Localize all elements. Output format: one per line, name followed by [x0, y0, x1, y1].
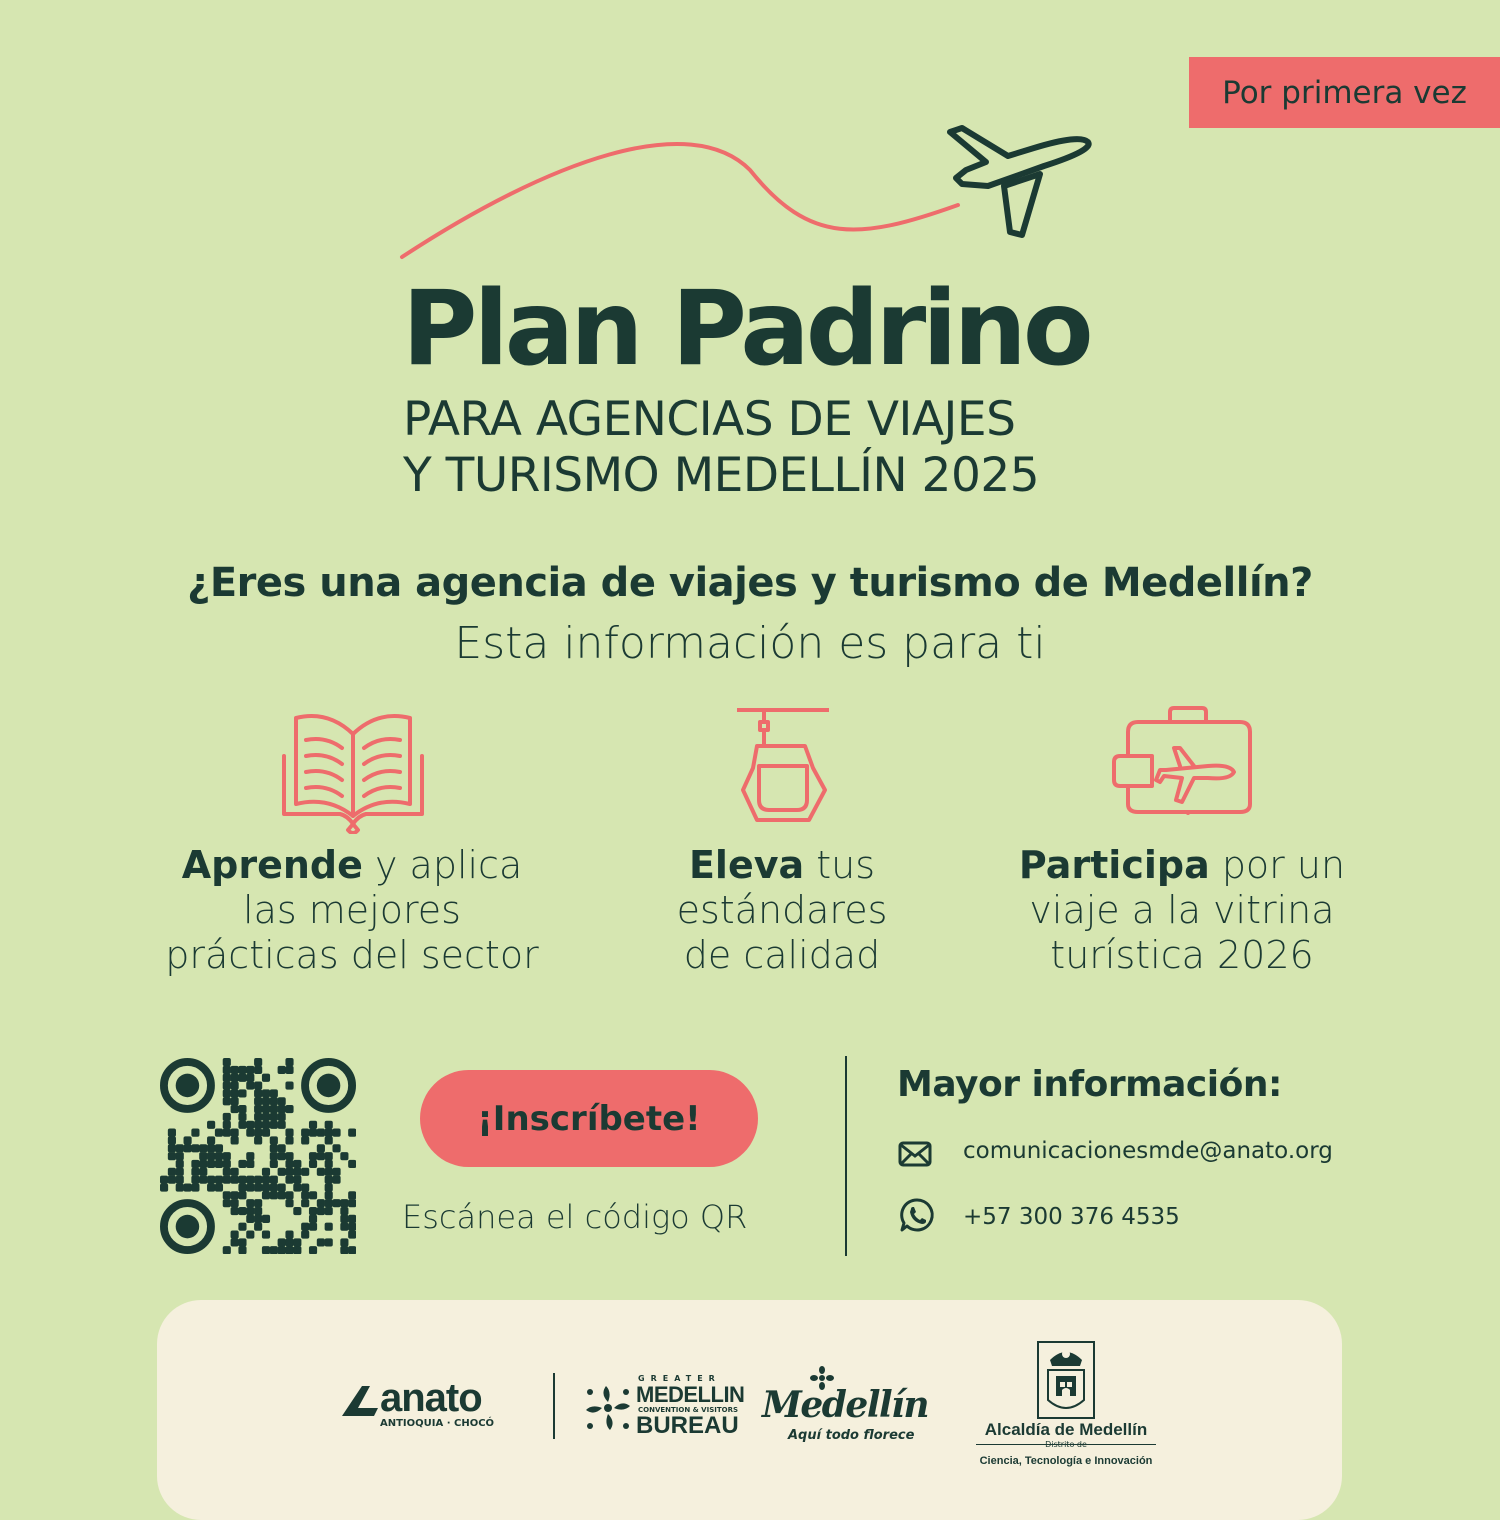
qr-module: [223, 1097, 231, 1105]
qr-module: [160, 1176, 168, 1184]
qr-module: [270, 1089, 278, 1097]
qr-module: [340, 1223, 348, 1231]
qr-module: [176, 1168, 184, 1176]
qr-module: [270, 1121, 278, 1129]
qr-module: [278, 1152, 286, 1160]
qr-module: [309, 1121, 317, 1129]
qr-module: [215, 1176, 223, 1184]
qr-module: [223, 1066, 231, 1074]
qr-module: [207, 1136, 215, 1144]
qr-module: [254, 1089, 262, 1097]
qr-module: [270, 1136, 278, 1144]
qr-module: [270, 1113, 278, 1121]
qr-module: [231, 1074, 239, 1082]
qr-module: [325, 1160, 333, 1168]
qr-module: [278, 1113, 286, 1121]
qr-module: [309, 1215, 317, 1223]
qr-module: [223, 1152, 231, 1160]
qr-module: [278, 1183, 286, 1191]
qr-code[interactable]: [160, 1058, 356, 1254]
qr-module: [238, 1207, 246, 1215]
qr-module: [325, 1191, 333, 1199]
qr-module: [238, 1191, 246, 1199]
qr-module: [199, 1168, 207, 1176]
medellin-name: Medellín: [762, 1384, 929, 1426]
qr-module: [325, 1183, 333, 1191]
qr-module: [340, 1238, 348, 1246]
qr-module: [262, 1191, 270, 1199]
qr-module: [262, 1246, 270, 1254]
qr-module: [270, 1097, 278, 1105]
qr-module: [348, 1160, 356, 1168]
qr-module: [270, 1183, 278, 1191]
qr-module: [270, 1246, 278, 1254]
qr-module: [231, 1230, 239, 1238]
qr-module: [278, 1246, 286, 1254]
alcaldia-district: Distrito de: [1045, 1440, 1087, 1449]
qr-module: [278, 1238, 286, 1246]
qr-module: [191, 1183, 199, 1191]
qr-module: [168, 1129, 176, 1137]
qr-module: [278, 1191, 286, 1199]
qr-module: [223, 1176, 231, 1184]
qr-module: [340, 1207, 348, 1215]
airplane-path-illustration: [390, 120, 1110, 265]
qr-module: [285, 1199, 293, 1207]
logo-divider: [553, 1373, 555, 1439]
qr-module: [215, 1160, 223, 1168]
bureau-flower-icon: [580, 1380, 636, 1436]
qr-module: [325, 1199, 333, 1207]
bureau-name: MEDELLIN: [636, 1382, 745, 1407]
qr-module: [262, 1074, 270, 1082]
qr-module: [246, 1152, 254, 1160]
qr-module: [325, 1238, 333, 1246]
qr-module: [317, 1152, 325, 1160]
qr-module: [238, 1089, 246, 1097]
qr-module: [262, 1176, 270, 1184]
qr-module: [301, 1129, 309, 1137]
qr-module: [254, 1223, 262, 1231]
qr-module: [231, 1176, 239, 1184]
qr-module: [199, 1152, 207, 1160]
qr-module: [317, 1207, 325, 1215]
qr-module: [238, 1160, 246, 1168]
qr-module: [348, 1215, 356, 1223]
benefit-participate-line: turística 2026: [1050, 933, 1314, 977]
qr-module: [168, 1144, 176, 1152]
subtitle-line: Y TURISMO MEDELLÍN 2025: [403, 448, 1040, 503]
register-button[interactable]: ¡Inscríbete!: [420, 1070, 758, 1167]
qr-module: [325, 1136, 333, 1144]
qr-module: [223, 1113, 231, 1121]
qr-module: [293, 1238, 301, 1246]
qr-module: [340, 1215, 348, 1223]
qr-module: [285, 1160, 293, 1168]
benefit-participate-line: viaje a la vitrina: [1029, 888, 1335, 932]
qr-module: [246, 1199, 254, 1207]
qr-module: [191, 1168, 199, 1176]
qr-module: [309, 1160, 317, 1168]
qr-module: [231, 1066, 239, 1074]
benefit-elevate-line: estándares: [676, 888, 888, 932]
benefit-elevate-line: de calidad: [683, 933, 881, 977]
bureau-top: GREATER: [638, 1374, 721, 1383]
qr-module: [215, 1183, 223, 1191]
anato-mark-icon: [340, 1382, 380, 1418]
qr-module: [246, 1066, 254, 1074]
mail-icon: [898, 1140, 932, 1168]
benefit-elevate: [582, 843, 982, 978]
qr-module: [238, 1113, 246, 1121]
qr-module: [278, 1097, 286, 1105]
qr-module: [317, 1199, 325, 1207]
qr-module: [231, 1082, 239, 1090]
qr-module: [293, 1160, 301, 1168]
qr-module: [278, 1121, 286, 1129]
qr-module: [262, 1183, 270, 1191]
qr-module: [332, 1168, 340, 1176]
qr-module: [231, 1097, 239, 1105]
qr-module: [309, 1191, 317, 1199]
qr-module: [223, 1082, 231, 1090]
bureau-mid: CONVENTION & VISITORS: [638, 1406, 738, 1414]
qr-module: [246, 1129, 254, 1137]
qr-module: [332, 1129, 340, 1137]
qr-module: [168, 1152, 176, 1160]
qr-module: [317, 1168, 325, 1176]
qr-module: [191, 1129, 199, 1137]
page-subtitle: [403, 392, 1039, 504]
qr-module: [325, 1176, 333, 1184]
qr-module: [285, 1246, 293, 1254]
qr-module: [199, 1176, 207, 1184]
qr-module: [184, 1144, 192, 1152]
qr-module: [285, 1066, 293, 1074]
qr-module: [254, 1215, 262, 1223]
qr-module: [238, 1238, 246, 1246]
qr-module: [301, 1223, 309, 1231]
qr-module: [191, 1176, 199, 1184]
qr-module: [285, 1136, 293, 1144]
qr-module: [238, 1105, 246, 1113]
qr-module: [340, 1246, 348, 1254]
qr-module: [285, 1152, 293, 1160]
qr-module: [254, 1058, 262, 1066]
qr-module: [254, 1121, 262, 1129]
benefit-elevate-rest: tus: [804, 843, 876, 887]
alcaldia-name: Alcaldía de Medellín: [984, 1420, 1148, 1439]
qr-module: [293, 1168, 301, 1176]
qr-module: [309, 1129, 317, 1137]
qr-module: [207, 1152, 215, 1160]
qr-module: [207, 1121, 215, 1129]
airplane-icon: [950, 128, 1089, 235]
qr-module: [278, 1144, 286, 1152]
qr-module: [262, 1168, 270, 1176]
qr-module: [231, 1199, 239, 1207]
qr-module: [270, 1152, 278, 1160]
benefit-participate: [962, 843, 1402, 978]
city-coat-of-arms-icon: [1036, 1340, 1096, 1422]
qr-module: [348, 1199, 356, 1207]
qr-module: [293, 1207, 301, 1215]
qr-module: [254, 1129, 262, 1137]
qr-module: [317, 1129, 325, 1137]
contact-phone-link[interactable]: +57 300 376 4535: [963, 1204, 1180, 1230]
benefit-participate-bold: Participa: [1018, 843, 1210, 887]
qr-module: [238, 1223, 246, 1231]
qr-module: [285, 1230, 293, 1238]
qr-module: [293, 1183, 301, 1191]
qr-module: [215, 1129, 223, 1137]
qr-module: [191, 1144, 199, 1152]
qr-module: [278, 1105, 286, 1113]
qr-module: [207, 1144, 215, 1152]
qr-module: [246, 1207, 254, 1215]
qr-module: [254, 1113, 262, 1121]
qr-module: [285, 1129, 293, 1137]
qr-module: [184, 1183, 192, 1191]
qr-module: [246, 1215, 254, 1223]
qr-module: [231, 1238, 239, 1246]
qr-module: [262, 1121, 270, 1129]
qr-module: [223, 1168, 231, 1176]
qr-module: [199, 1144, 207, 1152]
contact-title: Mayor información:: [897, 1064, 1282, 1105]
benefit-elevate-bold: Eleva: [688, 843, 805, 887]
qr-module: [238, 1183, 246, 1191]
qr-module: [340, 1152, 348, 1160]
partners-footer: [157, 1300, 1342, 1520]
qr-module: [340, 1199, 348, 1207]
qr-module: [270, 1160, 278, 1168]
qr-module: [246, 1160, 254, 1168]
qr-module: [348, 1223, 356, 1231]
qr-module: [270, 1105, 278, 1113]
intro-text: Esta información es para ti: [454, 618, 1046, 669]
qr-module: [301, 1191, 309, 1199]
open-book-icon: [278, 712, 428, 834]
qr-module: [285, 1058, 293, 1066]
qr-finder-dot: [317, 1074, 341, 1098]
alcaldia-district-name: Ciencia, Tecnología e Innovación: [979, 1455, 1153, 1467]
qr-module: [160, 1183, 168, 1191]
qr-module: [325, 1223, 333, 1231]
qr-module: [199, 1160, 207, 1168]
qr-module: [262, 1113, 270, 1121]
qr-module: [293, 1176, 301, 1184]
qr-module: [223, 1074, 231, 1082]
qr-module: [262, 1105, 270, 1113]
qr-module: [254, 1176, 262, 1184]
qr-module: [262, 1097, 270, 1105]
anato-region: ANTIOQUIA · CHOCÓ: [380, 1418, 495, 1429]
qr-module: [176, 1160, 184, 1168]
qr-module: [246, 1082, 254, 1090]
audience-question: ¿Eres una agencia de viajes y turismo de Medellín?: [187, 560, 1313, 606]
qr-module: [207, 1160, 215, 1168]
qr-module: [168, 1136, 176, 1144]
qr-module: [332, 1199, 340, 1207]
qr-finder-dot: [176, 1074, 200, 1098]
qr-module: [325, 1168, 333, 1176]
qr-module: [223, 1058, 231, 1066]
qr-module: [254, 1097, 262, 1105]
qr-module: [238, 1246, 246, 1254]
qr-module: [238, 1066, 246, 1074]
qr-module: [207, 1183, 215, 1191]
qr-module: [223, 1089, 231, 1097]
qr-module: [223, 1246, 231, 1254]
qr-module: [325, 1129, 333, 1137]
qr-module: [246, 1121, 254, 1129]
benefit-learn-rest: y aplica: [362, 843, 523, 887]
qr-module: [176, 1183, 184, 1191]
qr-module: [254, 1199, 262, 1207]
qr-finder-dot: [176, 1215, 200, 1239]
qr-module: [317, 1238, 325, 1246]
qr-module: [215, 1152, 223, 1160]
qr-module: [176, 1176, 184, 1184]
benefit-learn: [102, 843, 602, 978]
qr-module: [285, 1105, 293, 1113]
qr-module: [231, 1129, 239, 1137]
qr-module: [332, 1144, 340, 1152]
qr-module: [191, 1160, 199, 1168]
qr-module: [223, 1191, 231, 1199]
qr-module: [309, 1207, 317, 1215]
qr-module: [285, 1176, 293, 1184]
qr-module: [262, 1089, 270, 1097]
flight-path-line: [402, 144, 958, 257]
qr-module: [348, 1246, 356, 1254]
qr-module: [246, 1183, 254, 1191]
qr-module: [270, 1191, 278, 1199]
qr-module: [348, 1129, 356, 1137]
cable-car-icon: [735, 706, 831, 828]
whatsapp-icon: [899, 1197, 935, 1233]
first-time-badge: Por primera vez: [1189, 57, 1500, 128]
qr-module: [231, 1168, 239, 1176]
anato-name: anato: [380, 1376, 482, 1420]
qr-module: [348, 1230, 356, 1238]
qr-module: [223, 1121, 231, 1129]
bureau-bottom: BUREAU: [636, 1412, 739, 1439]
suitcase-plane-icon: [1108, 704, 1258, 816]
qr-module: [254, 1136, 262, 1144]
qr-module: [285, 1168, 293, 1176]
qr-module: [262, 1129, 270, 1137]
qr-module: [332, 1176, 340, 1184]
qr-module: [184, 1136, 192, 1144]
benefit-learn-line: las mejores: [243, 888, 461, 932]
qr-module: [309, 1246, 317, 1254]
qr-module: [301, 1136, 309, 1144]
qr-module: [238, 1074, 246, 1082]
qr-module: [207, 1176, 215, 1184]
qr-module: [348, 1191, 356, 1199]
qr-module: [270, 1144, 278, 1152]
qr-module: [309, 1223, 317, 1231]
page-title: Plan Padrino: [402, 269, 1090, 389]
qr-module: [254, 1066, 262, 1074]
qr-module: [301, 1183, 309, 1191]
scan-qr-hint: Escánea el código QR: [402, 1198, 748, 1236]
qr-module: [223, 1129, 231, 1137]
subtitle-line: PARA AGENCIAS DE VIAJES: [403, 392, 1016, 447]
qr-module: [168, 1176, 176, 1184]
qr-module: [262, 1230, 270, 1238]
qr-module: [231, 1191, 239, 1199]
qr-module: [246, 1230, 254, 1238]
qr-module: [293, 1246, 301, 1254]
qr-module: [238, 1121, 246, 1129]
qr-module: [246, 1176, 254, 1184]
qr-module: [254, 1207, 262, 1215]
qr-module: [254, 1183, 262, 1191]
qr-module: [176, 1144, 184, 1152]
qr-module: [285, 1238, 293, 1246]
qr-module: [231, 1136, 239, 1144]
qr-module: [278, 1066, 286, 1074]
qr-module: [301, 1199, 309, 1207]
qr-module: [325, 1152, 333, 1160]
qr-module: [317, 1144, 325, 1152]
contact-email-link[interactable]: comunicacionesmde@anato.org: [963, 1138, 1333, 1164]
qr-module: [262, 1215, 270, 1223]
qr-module: [223, 1199, 231, 1207]
qr-module: [231, 1089, 239, 1097]
vertical-divider: [845, 1056, 847, 1256]
qr-module: [285, 1082, 293, 1090]
benefit-learn-line: prácticas del sector: [165, 933, 539, 977]
qr-module: [176, 1152, 184, 1160]
benefit-learn-bold: Aprende: [181, 843, 363, 887]
qr-module: [285, 1191, 293, 1199]
qr-module: [168, 1168, 176, 1176]
qr-module: [223, 1160, 231, 1168]
qr-module: [254, 1105, 262, 1113]
qr-module: [325, 1121, 333, 1129]
qr-module: [231, 1207, 239, 1215]
qr-module: [231, 1105, 239, 1113]
qr-module: [325, 1207, 333, 1215]
qr-module: [301, 1168, 309, 1176]
qr-module: [238, 1176, 246, 1184]
medellin-tagline: Aquí todo florece: [788, 1428, 915, 1443]
qr-module: [301, 1230, 309, 1238]
qr-module: [278, 1168, 286, 1176]
qr-module: [309, 1152, 317, 1160]
benefit-participate-rest: por un: [1209, 843, 1346, 887]
qr-module: [246, 1074, 254, 1082]
qr-module: [215, 1144, 223, 1152]
qr-module: [270, 1176, 278, 1184]
qr-module: [254, 1082, 262, 1090]
